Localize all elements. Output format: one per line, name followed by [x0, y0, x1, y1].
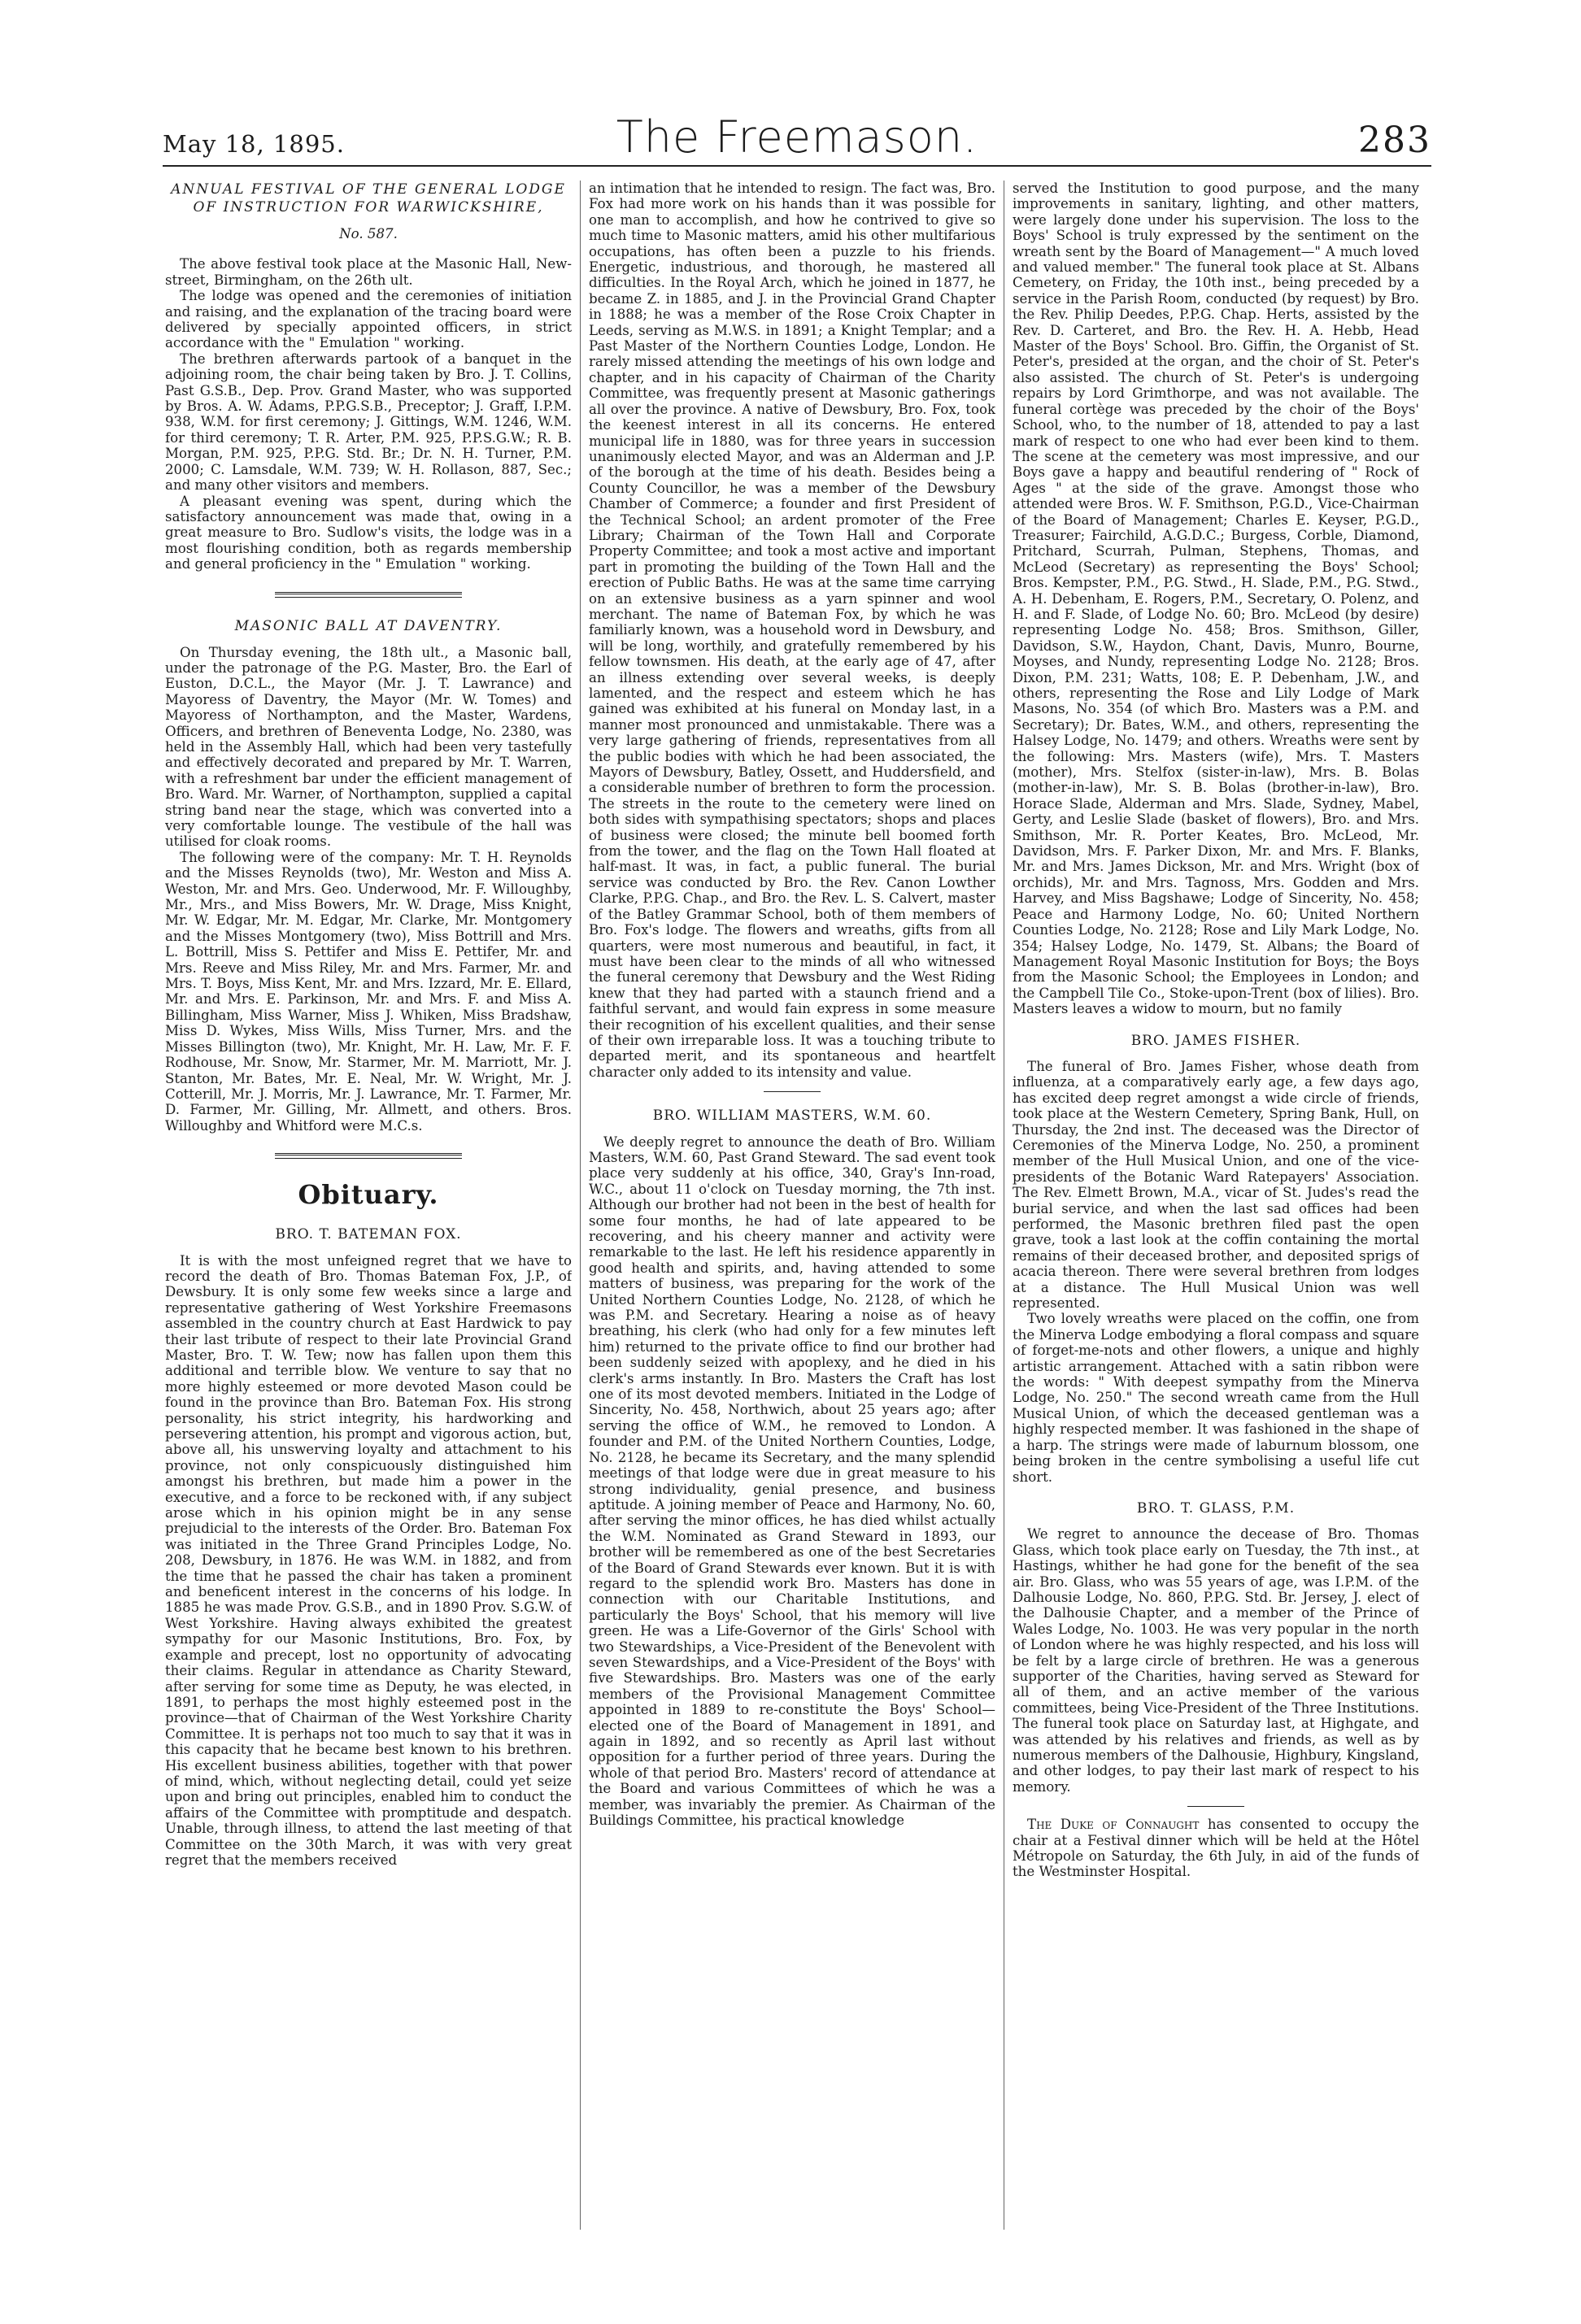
paragraph: an intimation that he intended to resign. The fact was, Bro. Fox had more work on his hands than it was possible for one man to accomplish, and how he contrived to give so much time to Masonic matters, amid his other multifarious occupations, has often been a puzzle to his friends. Energetic, industrious, and thorough, he mastered all difficulties. In the Royal Arch, which he joined in 1877, he became Z. in 1885, and J. in the Provincial Grand Chapter in 1888; he was a member of the Rose Croix Chapter in Leeds, serving as M.W.S. in 1891; a Knight Templar; and a Past Master of the Northern Counties Lodge, London. He rarely missed attending the meetings of his own lodge and chapter, and in his capacity of Chairman of the Charity Committee, was frequently present at Masonic gatherings all over the province. A native of Dewsbury, Bro. Fox, took the keenest interest in all its concerns. He entered municipal life in 1880, was for three years in succession unanimously elected Mayor, and was an Alderman and J.P. of the borough at the time of his death. Besides being a County Councillor, he was a member of the Dewsbury Chamber of Commerce; a founder and first President of the Technical School; an ardent promoter of the Free Library; Chairman of the Town Hall and Corporate Property Committee; and took a most active and important part in promoting the building of the Town Hall and the erection of Public Baths. He was at the same time carrying on an extensive business as a yarn spinner and wool merchant. The name of Bateman Fox, by which he was familiarly known, was a household word in Dewsbury, and will be long, worthily, and gratefully remembered by his fellow townsmen. His death, at the early age of 47, after an illness extending over several weeks, is deeply lamented, and the respect and esteem which he has gained was exhibited at his funeral on Monday last, in a manner most pronounced and unmistakable. There was a very large gathering of friends, representatives from all the public bodies with which he had been associated, the Mayors of Dewsbury, Batley, Ossett, and Huddersfield, and a considerable number of brethren to form the procession. The streets in the route to the cemetery were lined on both sides with sympathising spectators; shops and places of business were closed; the minute bell boomed forth from the tower, and the flag on the Town Hall floated at half-mast. It was, in fact, a public funeral. The burial service was conducted by Bro. the Rev. Canon Lowther Clarke, P.P.G. Chap., and Bro. the Rev. L. S. Calvert, master of the Batley Grammar School, both of them members of Bro. Fox's lodge. The flowers and wreaths, gifts from all quarters, were most numerous and beautiful, in fact, it must have been clear to the minds of all who witnessed the funeral ceremony that Dewsbury and the West Riding knew that they had parted with a staunch friend and a faithful servant, and would fain express in some measure their recognition of his excellent qualities, and their sense of their own irreparable loss. It was a touching tribute to departed merit, and its spontaneous and heartfelt character only added to its intensity and value.: [589, 181, 995, 1080]
paragraph: It is with the most unfeigned regret that we have to record the death of Bro. Thomas Bateman Fox, J.P., of Dewsbury. It is only some few weeks since a large and representative gathering of West Yorkshire Freemasons assembled in the country church at East Hardwick to pay their last tribute of respect to their late Provincial Grand Master, Bro. T. W. Tew; now has fallen upon them this additional and terrible blow. We venture to say that no more highly esteemed or more devoted Mason could be found in the province than Bro. Bateman Fox. His strong personality, his strict integrity, his hardworking and persevering attention, his prompt and vigorous action, but, above all, his unswerving loyalty and attachment to his province, not only conspicuously distinguished him amongst his brethren, but made him a power in the executive, and a force to be reckoned with, if any subject arose which in his opinion might be in any sense prejudicial to the interests of the Order. Bro. Bateman Fox was initiated in the Three Grand Principles Lodge, No. 208, Dewsbury, in 1876. He was W.M. in 1882, and from the time that he passed the chair has taken a prominent and beneficent interest in the concerns of his lodge. In 1885 he was made Prov. G.S.B., and in 1890 Prov. S.G.W. of West Yorkshire. Having always exhibited the greatest sympathy for our Masonic Institutions, Bro. Fox, by example and precept, lost no opportunity of advocating their claims. Regular in attendance as Charity Steward, after serving for some time as Deputy, he was elected, in 1891, to perhaps the most highly esteemed post in the province—that of Chairman of the West Yorkshire Charity Committee. It is perhaps not too much to say that it was in this capacity that he became best known to his brethren. His excellent business abilities, together with that power of mind, which, without neglecting detail, could yet seize upon and bring out principles, enabled him to conduct the affairs of the Committee with promptitude and despatch. Unable, through illness, to attend the last meeting of that Committee on the 30th March, it was with very great regret that the members received: [165, 1252, 572, 1868]
article-heading: BRO. T. GLASS, P.M.: [1136, 1499, 1296, 1517]
section-rule: [764, 1091, 821, 1092]
notice-text: has consented to occupy the chair at a Festival dinner which will be held at the Hôtel Métropole on Saturday, the 6th July, in aid of the funds of the Westminster Hospital.: [1013, 1817, 1419, 1880]
section-rule: [1187, 1806, 1244, 1807]
paragraph: The lodge was opened and the ceremonies of initiation and raising, and the explanation of the tracing board were delivered by specially appointed officers, in strict accordance with the " Emulation " working.: [165, 288, 572, 351]
heading-line: ANNUAL FESTIVAL OF THE GENERAL LODGE: [171, 181, 566, 198]
paragraph: A pleasant evening was spent, during which the satisfactory announcement was made that, owing in a great measure to Bro. Sudlow's visits, the lodge was in a most flourishing condition, both as regards membership and general proficiency in the " Emulation " working.: [165, 493, 572, 572]
paragraph: The above festival took place at the Masonic Hall, New-street, Birmingham, on the 26th ult.: [165, 256, 572, 288]
paragraph: We deeply regret to announce the death of Bro. William Masters, W.M. 60, Past Grand Steward. The sad event took place very suddenly at his office, 340, Gray's Inn-road, W.C., about 11 o'clock on Tuesday morning, the 7th inst. Although our brother had not been in the best of health for some four months, he had of late appeared to be recovering, and his cheery manner and activity were remarkable to the last. He left his residence apparently in good health and spirits, and, having attended to some matters of business, was preparing for the work of the United Northern Counties Lodge, No. 2128, of which he was P.M. and Secretary. Hearing a noise as of heavy breathing, his clerk (who had only for a few minutes left him) returned to the private office to find our brother had been suddenly seized with apoplexy, and he died in his clerk's arms instantly. In Bro. Masters the Craft has lost one of its most devoted members. Initiated in the Lodge of Sincerity, No. 458, Northwich, about 25 years ago; after serving the office of W.M., he removed to London. A founder and P.M. of the United Northern Counties, Lodge, No. 2128, he became its Secretary, and the many splendid meetings of that lodge were due in great measure to his strong individuality, genial presence, and business aptitude. A joining member of Peace and Harmony, No. 60, after serving the minor offices, he has died whilst actually the W.M. Nominated as Grand Steward in 1893, our brother will be remembered as one of the best Secretaries of the Board of Grand Stewards ever known. But it is with regard to the splendid work Bro. Masters has done in connection with our Charitable Institutions, and particularly the Boys' School, that his memory will live green. He was a Life-Governor of the Girls' School with two Stewardships, a Vice-President of the Benevolent with seven Stewardships, and a Vice-President of the Boys' with five Stewardships. Bro. Masters was one of the early members of the Provisional Management Committee appointed in 1889 to re-constitute the Boys' School—elected one of the Board of Management in 1891, and again in 1892, and so recently as April last without opposition for a further period of three years. During the whole of that period Bro. Masters' record of attendance at the Board and various Committees of which he was a member, was invariably the premier. As Chairman of the Buildings Committee, his practical knowledge: [589, 1134, 995, 1829]
article-heading: BRO. JAMES FISHER.: [1130, 1032, 1301, 1049]
notice-lead: The Duke of Connaught: [1027, 1817, 1200, 1833]
paragraph: We regret to announce the decease of Bro. Thomas Glass, which took place early on Tuesday, the 7th inst., at Hastings, whither he had gone for the benefit of the sea air. Bro. Glass, who was 55 years of age, was I.P.M. of the Dalhousie Lodge, No. 860, P.P.G. Std. Br. Jersey, J. elect of the Dalhousie Chapter, and a member of the Prince of Wales Lodge, No. 1003. He was very popular in the north of London where he was highly respected, and his loss will be felt by a large circle of brethren. He was a generous supporter of the Charities, having served as Steward for all of them, and an active member of the various committees, being Vice-President of the Three Institutions. The funeral took place on Saturday last, at Highgate, and was attended by his relatives and friends, as well as by numerous members of the Dalhousie, Highbury, Kingsland, and other lodges, to pay their last mark of respect to his memory.: [1013, 1526, 1419, 1795]
heading-line: OF INSTRUCTION FOR WARWICKSHIRE,: [193, 199, 544, 215]
paragraph: The brethren afterwards partook of a banquet in the adjoining room, the chair being taken by Bro. J. T. Collins, Past G.S.B., Dep. Prov. Grand Master, who was supported by Bros. A. W. Adams, P.P.G.S.B., Preceptor; J. Graff, I.P.M. 938, W.M. for first ceremony; J. Gittings, W.M. 1246, W.M. for third ceremony; T. R. Arter, P.M. 925, P.P.S.G.W.; R. B. Morgan, P.M. 925, P.P.G. Std. Br.; Dr. N. H. Turner, P.M. 2000; C. Lamsdale, W.M. 739; W. H. Rollason, 887, Sec.; and many other visitors and members.: [165, 350, 572, 494]
article-heading: BRO. T. BATEMAN FOX.: [275, 1226, 462, 1243]
column-divider: [580, 181, 581, 2230]
paragraph: On Thursday evening, the 18th ult., a Masonic ball, under the patronage of the P.G. Master, Bro. the Earl of Euston, D.C.L., the Mayor (Mr. J. T. Lawrance) and Mayoress of Daventry, the Mayor (Mr. W. Tomes) and Mayoress of Northampton, and the Master, Wardens, Officers, and brethren of Beneventa Lodge, No. 2380, was held in the Assembly Hall, which had been very tastefully and effectively decorated and prepared by Mr. T. Warren, with a refreshment bar under the efficient management of Bro. Ward. Mr. Warner, of Northampton, supplied a capital string band near the stage, which was converted into a very comfortable lounge. The vestibule of the hall was utilised for cloak rooms.: [165, 644, 572, 850]
article-heading: BRO. WILLIAM MASTERS, W.M. 60.: [652, 1108, 932, 1125]
publication-title: The Freemason.: [616, 111, 978, 163]
section-title-obituary: Obituary.: [298, 1179, 439, 1211]
paragraph: served the Institution to good purpose, and the many improvements in sanitary, lighting, and other matters, were largely done under his supervision. The loss to the Boys' School is truly expressed by the sentiment on the wreath sent by the Board of Management—" A much loved and valued member." The funeral took place at St. Albans Cemetery, on Friday, the 10th inst., being preceded by a service in the Parish Room, conducted (by request) by Bro. the Rev. Philip Deedes, P.P.G. Chap. Herts, assisted by the Rev. D. Carteret, and Bro. the Rev. H. A. Hebb, Head Master of the Boys' School. Bro. Giffin, the Organist of St. Peter's, presided at the organ, and the choir of St. Peter's also assisted. The church of St. Peter's is undergoing repairs by Lord Grimthorpe, and was not available. The funeral cortège was preceded by the choir of the Boys' School, who, to the number of 18, attended to pay a last mark of respect to one who had ever been kind to them. The scene at the cemetery was most impressive, and our Boys gave a happy and beautiful rendering of " Rock of Ages " at the side of the grave. Amongst those who attended were Bros. W. F. Smithson, P.G.D., Vice-Chairman of the Board of Management; Charles E. Keyser, P.G.D., Treasurer; Fairchild, A.G.D.C.; Burgess, Corble, Diamond, Pritchard, Scurrah, Pulman, Stephens, Thomas, and McLeod (Secretary) as representing the Boys' School; Bros. Kempster, P.M., P.G. Stwd., H. Slade, P.M., P.G. Stwd., A. H. Debenham, E. Rogers, P.M., Secretary, O. Polenz, and H. and F. Slade, of Lodge No. 60; Bro. McLeod (by desire) representing Lodge No. 458; Bros. Smithson, Giller, Davidson, S.W., Haydon, Chant, Davis, Munro, Bourne, Moyses, and Nundy, representing Lodge No. 2128; Bros. Dixon, P.M. 231; Watts, 108; E. P. Debenham, J.W., and others, representing the Rose and Lily Lodge of Mark Masons, No. 354 (of which Bro. Masters was a P.M. and Secretary); Dr. Bates, W.M., and others, representing the Halsey Lodge, No. 1479; and others. Wreaths were sent by the following: Mrs. Masters (wife), Mrs. T. Masters (mother), Mrs. Stelfox (sister-in-law), Mrs. B. Bolas (mother-in-law), Mr. S. B. Bolas (brother-in-law), Bro. Horace Slade, Alderman and Mrs. Slade, Sydney, Mabel, Gerty, and Leslie Slade (basket of flowers), Bro. and Mrs. Smithson, Mr. R. Porter Keates, Bro. McLeod, Mr. Davidson, Mrs. F. Parker Dixon, Mr. and Mrs. F. Blanks, Mr. and Mrs. James Dickson, Mr. and Mrs. Wright (box of orchids), Mr. and Mrs. Tagnoss, Mrs. Godden and Mrs. Harvey, and Miss Bagshawe; Lodge of Sincerity, No. 458; Peace and Harmony Lodge, No. 60; United Northern Counties Lodge, No. 2128; Rose and Lily Mark Lodge, No. 354; Halsey Lodge, No. 1479, St. Albans; the Board of Management Royal Masonic Institution for Boys; the Boys from the Masonic School; the Employees in London; and the Campbell Tile Co., Stoke-upon-Trent (box of lilies). Bro. Masters leaves a widow to mourn, but no family: [1013, 181, 1419, 1017]
section-rule: [275, 592, 462, 598]
column-1: [165, 181, 572, 2262]
masthead-rule: [163, 165, 1431, 167]
article-heading: [165, 181, 572, 216]
page-number: 283: [1358, 120, 1431, 161]
notice-paragraph: [1013, 1817, 1419, 1880]
issue-date: May 18, 1895.: [163, 130, 345, 158]
paragraph: Two lovely wreaths were placed on the coffin, one from the Minerva Lodge embodying a floral compass and square of forget-me-nots and other flowers, a unique and highly artistic arrangement. Attached with a satin ribbon were the words: " With deepest sympathy from the Minerva Lodge, No. 250." The second wreath came from the Hull Musical Union, of which the deceased gentleman was a highly respected member. It was fashioned in the shape of a harp. The strings were made of laburnum blossom, one being broken in the centre symbolising a useful life cut short.: [1013, 1311, 1419, 1485]
article-heading: MASONIC BALL AT DAVENTRY.: [234, 617, 503, 634]
column-3: [1013, 181, 1419, 2262]
column-2: [589, 181, 995, 2262]
section-rule: [275, 1153, 462, 1159]
masthead: [163, 111, 1431, 163]
paragraph: The following were of the company: Mr. T. H. Reynolds and the Misses Reynolds (two), Mr. Weston and Miss A. Weston, Mr. and Mrs. Geo. Underwood, Mr. F. Willoughby, Mr., Mrs., and Miss Bowers, Mr. W. Drage, Miss Knight, Mr. W. Edgar, Mr. M. Edgar, Mr. Clarke, Mr. Montgomery and the Misses Montgomery (two), Miss Bottrill and Mrs. L. Bottrill, Miss S. Pettifer and Miss E. Pettifer, Mr. and Mrs. Reeve and Miss Riley, Mr. and Mrs. Farmer, Mr. and Mrs. T. Boys, Miss Kent, Mr. and Mrs. Izzard, Mr. E. Ellard, Mr. and Mrs. E. Parkinson, Mr. and Mrs. F. and Miss A. Billingham, Miss Warner, Miss J. Whiken, Miss Bradshaw, Miss D. Wykes, Miss Wills, Miss Turner, Mrs. and the Misses Billington (two), Mr. Knight, Mr. H. Law, Mr. F. F. Rodhouse, Mr. Snow, Mr. Starmer, Mr. M. Marriott, Mr. J. Stanton, Mr. Bates, Mr. E. Neal, Mr. W. Wright, Mr. J. Cotterill, Mr. J. Morris, Mr. J. Lawrance, Mr. T. Farmer, Mr. D. Farmer, Mr. Gilling, Mr. Allmett, and others. Bros. Willoughby and Whitford were M.C.s.: [165, 849, 572, 1134]
paragraph: The funeral of Bro. James Fisher, whose death from influenza, at a comparatively early age, a few days ago, has excited deep regret amongst a wide circle of friends, took place at the Western Cemetery, Spring Bank, Hull, on Thursday, the 2nd inst. The deceased was the Director of Ceremonies of the Minerva Lodge, No. 250, a prominent member of the Hull Musical Union, and one of the vice-presidents of the Botanic Ward Ratepayers' Association. The Rev. Elmett Brown, M.A., vicar of St. Judes's read the burial service, and when the last sad offices had been performed, the Masonic brethren filed past the open grave, took a last look at the coffin containing the mortal remains of their deceased brother, and deposited sprigs of acacia thereon. There were several brethren from lodges at a distance. The Hull Musical Union was well represented.: [1013, 1058, 1419, 1312]
lodge-number: No. 587.: [339, 226, 398, 242]
